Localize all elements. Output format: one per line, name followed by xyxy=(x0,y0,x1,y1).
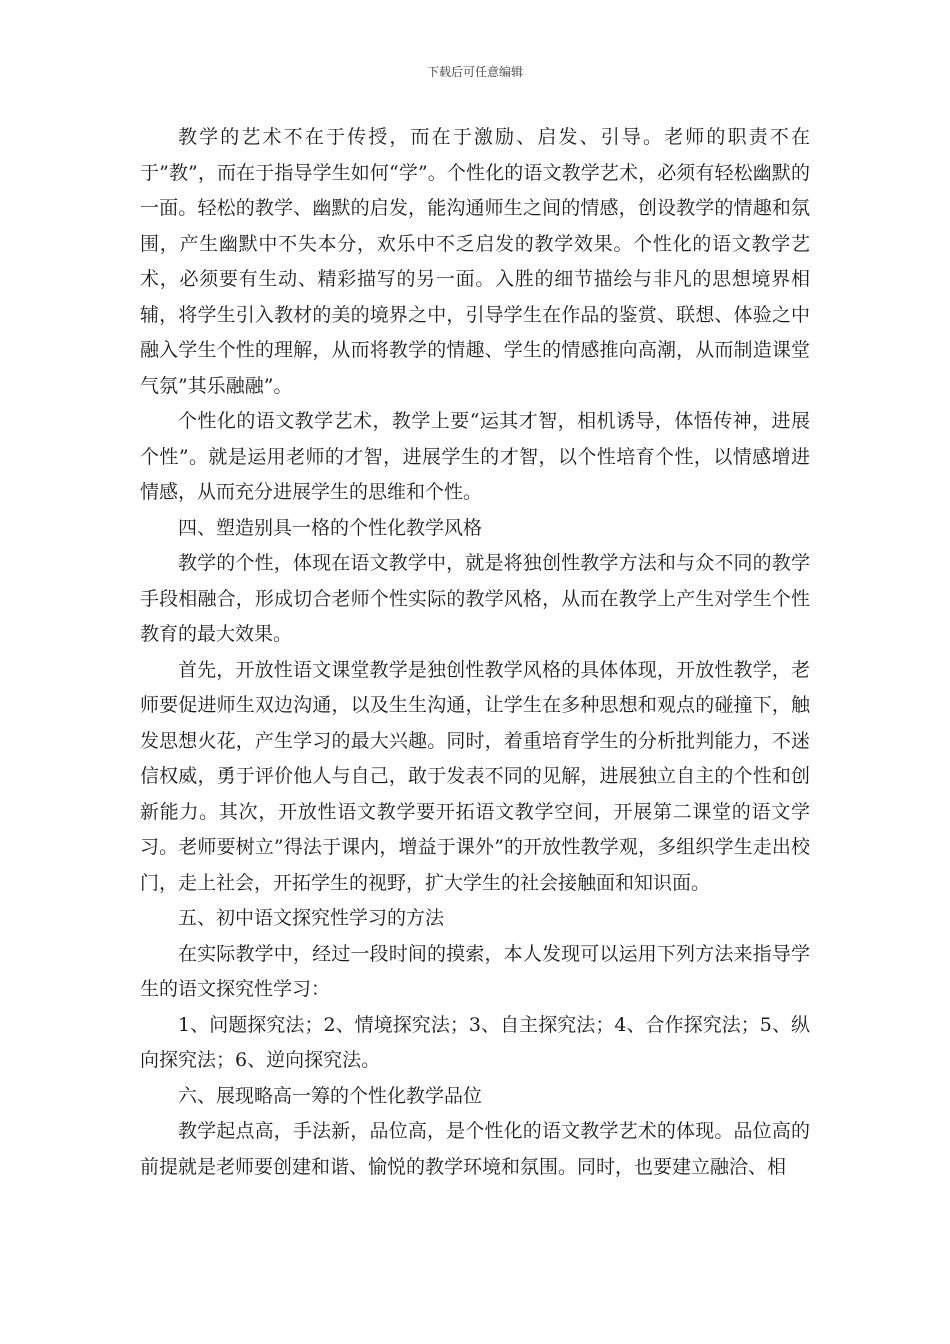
paragraph-personalized-art: 个性化的语文教学艺术，教学上要“运其才智，相机诱导，体悟传神，进展个性”。就是运用老师的才智，进展学生的才智，以个性培育个性，以情感增进情感，从而充分进展学生的思维和个性。 xyxy=(140,410,810,503)
section-heading-4: 四、塑造别具一格的个性化教学风格 xyxy=(178,516,483,539)
paragraph-inquiry-intro: 在实际教学中，经过一段时间的摸索，本人发现可以运用下列方法来指导学生的语文探究性学习： xyxy=(140,942,810,1000)
paragraph-open-teaching: 首先，开放性语文课堂教学是独创性教学风格的具体体现，开放性教学，老师要促进师生双边沟通，以及生生沟通，让学生在多种思想和观点的碰撞下，触发思想火花，产生学习的最大兴趣。同时，着重培育学生的分析批判能力，不迷信权威，勇于评价他人与自己，敢于发表不同的见解，进展独立自主的个性和创新能力。其次，开放性语文教学要开拓语文教学空间，开展第二课堂的语文学习。老师要树立”得法于课内，增益于课外”的开放性教学观，多组织学生走出校门，走上社会，开拓学生的视野，扩大学生的社会接触面和知识面。 xyxy=(140,658,810,894)
section-heading-5: 五、初中语文探究性学习的方法 xyxy=(178,907,445,929)
section-heading-6: 六、展现略高一筹的个性化教学品位 xyxy=(178,1084,483,1107)
paragraph-teaching-taste: 教学起点高，手法新，品位高，是个性化的语文教学艺术的体现。品位高的前提就是老师要创建和谐、愉悦的教学环境和氛围。同时，也要建立融洽、相 xyxy=(140,1120,810,1178)
paragraph-inquiry-methods: 1、问题探究法；2、情境探究法；3、自主探究法；4、合作探究法；5、纵向探究法；6、逆向探究法。 xyxy=(140,1013,810,1071)
paragraph-teaching-personality: 教学的个性，体现在语文教学中，就是将独创性教学方法和与众不同的教学手段相融合，形成切合老师个性实际的教学风格，从而在教学上产生对学生个性教育的最大效果。 xyxy=(140,552,810,645)
page-header: 下载后可任意编辑 xyxy=(426,65,523,79)
paragraph-teaching-art: 教学的艺术不在于传授，而在于激励、启发、引导。老师的职责不在于”教”，而在于指导学生如何“学”。个性化的语文教学艺术，必须有轻松幽默的一面。轻松的教学、幽默的启发，能沟通师生之间的情感，创设教学的情趣和氛围，产生幽默中不失本分，欢乐中不乏启发的教学效果。个性化的语文教学艺术，必须要有生动、精彩描写的另一面。入胜的细节描绘与非凡的思想境界相辅，将学生引入教材的美的境界之中，引导学生在作品的鉴赏、联想、体验之中融入学生个性的理解，从而将教学的情趣、学生的情感推向高潮，从而制造课堂气氛”其乐融融”。 xyxy=(140,126,810,397)
document-body xyxy=(140,120,810,1185)
